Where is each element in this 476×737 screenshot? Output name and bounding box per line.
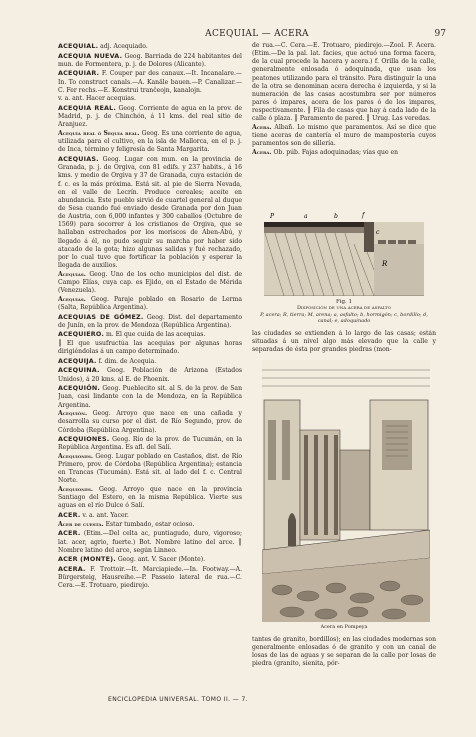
headword: ACEQUIA REAL. bbox=[58, 104, 117, 113]
entry bbox=[58, 69, 242, 94]
subheadword: Acequiones. bbox=[58, 453, 94, 460]
headword: ACEQUIAS. bbox=[58, 155, 99, 164]
entry-text: Geog. ant. V. Sacer (Monte). bbox=[115, 556, 206, 564]
label-p: P bbox=[270, 213, 275, 220]
entry bbox=[58, 511, 242, 520]
entry-text: adj. Acequiado. bbox=[98, 43, 148, 50]
headword: ACEQUINA. bbox=[58, 366, 100, 375]
entry bbox=[58, 271, 242, 295]
subheadword: Acequia real ó Sequia real. bbox=[58, 130, 140, 138]
headword: ACER. bbox=[58, 511, 81, 520]
entry bbox=[58, 435, 242, 452]
entry-text: Geog. Arroyo que nace en la provincia Santiago del Estero, en la misma República. Vierte sus aguas en el río Dulce ó Salí. bbox=[58, 486, 242, 510]
label-a: a bbox=[304, 213, 308, 220]
entry bbox=[58, 330, 242, 339]
subheadword: Acequión. bbox=[58, 410, 88, 418]
right-column-top bbox=[252, 42, 436, 202]
asphalt-layer bbox=[264, 222, 368, 227]
label-r: R bbox=[382, 260, 388, 268]
entry-text: v. a. ant. Hacer acequias. bbox=[58, 95, 136, 103]
entry bbox=[58, 410, 242, 434]
entry-text: Geog. Uno de los ocho municipios del dist. de Campo Elías, cuya cap. es Ejido, en el Estado de Mérida (Venezuela). bbox=[58, 270, 242, 295]
entry-text: Geog. Población de Arizona (Estados Unidos), á 20 kms. al E. de Phoenix. bbox=[58, 367, 242, 383]
figure-person bbox=[288, 513, 296, 546]
entry-text: f. dim. de Acequia. bbox=[96, 357, 157, 365]
entry bbox=[58, 529, 242, 554]
entry bbox=[58, 155, 242, 270]
entry bbox=[58, 486, 242, 510]
entry bbox=[58, 521, 242, 529]
entry-text: de rua.—C. Cera.—E. Trotuaro, piedirejo.—Zool. F. Acera. (Etim.—De la pal. lat. facies, que actuó una forma facera, de la cual procede la hacera y acera.) f. Orilla de la calle, generalmente enlosada ó adoquinada, que usan los peatones utilizando para el tránsito. Para distinguir la una de la otra se denominan acera derecha é izquierda, y si la numeración de las casas acostumbra ser por números pares ó impares, acera de los pares ó de los impares, respectivamente. ║ Fila de casas que hay á cada lado de la calle ó plaza. ║ Paramento de pared. ║ Urug. Las veredas. bbox=[252, 42, 436, 123]
entry-text: Geog. Pueblecito sit. al S. de la prov. de San Juan, casi lindante con la de Mendoza, en la República Argentina. bbox=[58, 385, 242, 409]
concrete-layer bbox=[264, 227, 368, 233]
entry-text: Geog. Corriente de agua en la prov. de Madrid, p. j. de Chinchón, á 11 kms. del real sitio de Aranjuez. bbox=[58, 105, 242, 129]
curb-stone bbox=[364, 222, 374, 252]
headword: ACEQUIA NUEVA. bbox=[58, 51, 123, 60]
entry bbox=[58, 296, 242, 312]
entry bbox=[58, 95, 242, 103]
subheadword: Acequiones. bbox=[58, 486, 94, 494]
entry-text: Geog. Paraje poblado en Rosario de Lerma (Salta, República Argentina). bbox=[58, 295, 242, 311]
entry bbox=[58, 555, 242, 564]
asphalt-sidewalk-diagram bbox=[264, 204, 424, 296]
right-column-bottom: tantes de granito, bordillos); en las ciudades modernas son generalmente enlosadas ó de granito y con un canal de losas de las de aguas y se separan de la calle por losas de piedra (granito, sienita, pór- bbox=[252, 636, 436, 668]
pompeii-sidewalk-engraving bbox=[262, 360, 430, 622]
label-c: c bbox=[376, 229, 380, 236]
entry bbox=[58, 313, 242, 330]
entry bbox=[58, 357, 242, 366]
figure-title: Disposición de una acera de asfalto bbox=[297, 305, 391, 312]
entry bbox=[252, 149, 436, 157]
entry bbox=[58, 340, 242, 356]
entry-text: Geog. Dist. del departamento de Junín, en la prov. de Mendoza (República Argentina). bbox=[58, 313, 242, 329]
entry bbox=[58, 42, 242, 51]
subheadword: Acequias. bbox=[58, 270, 86, 278]
entry bbox=[58, 52, 242, 69]
left-column bbox=[58, 42, 242, 694]
roadway bbox=[374, 244, 424, 296]
entry-text: v. a. ant. Yacer. bbox=[80, 512, 129, 520]
headword: ACEQUIAS DE GÓMEZ. bbox=[58, 312, 144, 321]
entry-text: F. Trottoir.—It. Marciapiede.—In. Footway.—A. Bürgersteig, Hausreihe.—P. Passeio lateral de rua.—C. Cera.—E. Trotuaro, piedirejo. bbox=[58, 566, 242, 590]
page-number: 97 bbox=[434, 29, 446, 39]
headword: ACEQUIAL. bbox=[58, 42, 99, 50]
headword: ACEQUIJA. bbox=[58, 356, 97, 365]
page-footer: ENCICLOPEDIA UNIVERSAL. TOMO II. — 7. bbox=[108, 696, 248, 703]
right-column-middle: las ciudades se extienden á lo largo de las casas; están situadas á un nivel algo más elevado que la calle y separadas de ésta por grandes piedras (mon- bbox=[252, 330, 436, 354]
entry-text: F. Couper par des canaux.—It. Incanalare.—In. To construct canals.—A. Kanäle bauen.—P. Canalizar.—C. Fer rechs.—E. Konstrui tranĉeojn, kanalojn. bbox=[58, 70, 242, 94]
subheadword: Acera. bbox=[252, 124, 272, 132]
entry bbox=[58, 104, 242, 129]
entry bbox=[58, 366, 242, 383]
entry-text: m. El que cuida de las acequias. bbox=[104, 331, 206, 339]
entry bbox=[58, 453, 242, 486]
running-title: ACEQUIAL — ACERA bbox=[205, 29, 309, 39]
subheadword: Acequias. bbox=[58, 295, 86, 303]
subheadword: Acera. bbox=[252, 149, 272, 157]
entry-text: Geog. Es una corriente de agua, utilizada para el cultivo, en la isla de Mallorca, en el p. j. de Inca, término y feligresía de Santa Margarita. bbox=[58, 130, 242, 154]
figure-1-caption bbox=[252, 299, 436, 325]
figure-number: Fig. 1 bbox=[335, 299, 353, 305]
entry-text: Ob. púb. Fajas adoquinadas; vías que en bbox=[271, 149, 399, 157]
figure-legend: P, acera; R, tierra; M, arena; a, asfalto; b, hormigón; c, bordillo; d, canal; e, adoquinado bbox=[260, 311, 428, 325]
entry-text: Estar tumbado, estar ocioso. bbox=[103, 520, 195, 528]
entry-text: Geog. Río de la prov. de Tucumán, en la República Argentina. Es afl. del Salí. bbox=[58, 436, 242, 452]
subheadword: Acer de cuesta. bbox=[58, 520, 104, 528]
page-header bbox=[68, 29, 446, 41]
entry-text: ║ El que usufructúa las acequias por algunas horas dirigiéndolas á un campo determinado. bbox=[58, 339, 242, 356]
entry-text: Geog. Barriada de 224 habitantes del mun. de Formentera, p. j. de Dolores (Alicante). bbox=[58, 52, 242, 68]
entry-text: Geog. Arroyo que nace en una cañada y desarrolla su curso por el dist. de Río Segundo, prov. de Córdoba (República Argentina). bbox=[58, 410, 242, 434]
headword: ACEQUIÓN. bbox=[58, 384, 101, 393]
entry-text: (Etim.—Del celta ac, puntiagudo, duro, vigoroso; lat. acer, agrio, fuerte.) Bot. Nombre latino del arce. ║ Nombre latino del arce, según Linneo. bbox=[58, 530, 242, 554]
entry bbox=[58, 130, 242, 154]
entry bbox=[58, 565, 242, 590]
headword: ACEQUIERO. bbox=[58, 330, 105, 339]
entry bbox=[252, 42, 436, 124]
label-b: b bbox=[334, 213, 338, 220]
shop-front bbox=[340, 450, 370, 530]
headword: ACEQUIONES. bbox=[58, 435, 110, 444]
headword: ACERA. bbox=[58, 565, 86, 574]
figure-2-caption: Acera en Pompeya bbox=[320, 624, 368, 630]
entry-text: Albañ. Lo mismo que paramentos. Así se dice que tiene aceras de cantería el muro de mampostería cuyos paramentos son de sillería. bbox=[252, 124, 436, 148]
headword: ACER. bbox=[58, 529, 81, 538]
headword: ACER (MONTE). bbox=[58, 555, 116, 564]
entry-text: Geog. Lugar con mun. en la provincia de Granada, p. j. de Orgiva, con 81 edifs. y 237 habits., á 16 kms. y medio de Orgiva y 37 de Granada, cuya estación de f. c. es la más próxima. Está sit. al pie de Sierra Nevada, en el valle de Lecrín. Produce cereales; aceite en abundancia. Este pueblo sirvió de cuartel general al duque de Sesa cuando fué enviado desde Granada por don Juan de Austria, con 6,000 infantes y 300 caballos (Octubre de 1569) para socorrer á los cristianos de Orgiva, que se hallaban estrechados por los moriscos de Aben-Abú, y llegado á él, no pudo seguir su marcha por haber sido atacado de la gota; hizo algunas salidas y fué rechazado, por lo cual tuvo que fortificar la población y esperar la llegada de auxilios. bbox=[58, 156, 242, 270]
label-f: f bbox=[362, 212, 365, 219]
entry bbox=[252, 124, 436, 148]
headword: ACEQUIAR. bbox=[58, 69, 100, 78]
entry bbox=[58, 384, 242, 409]
entry-text: Geog. Lugar poblado en Castaños, dist. de Río Primero, prov. de Córdoba (República Argentina); estancia en Trancas (Tucumán). Está sit. al lado del f. c. Central Norte. bbox=[58, 453, 242, 485]
